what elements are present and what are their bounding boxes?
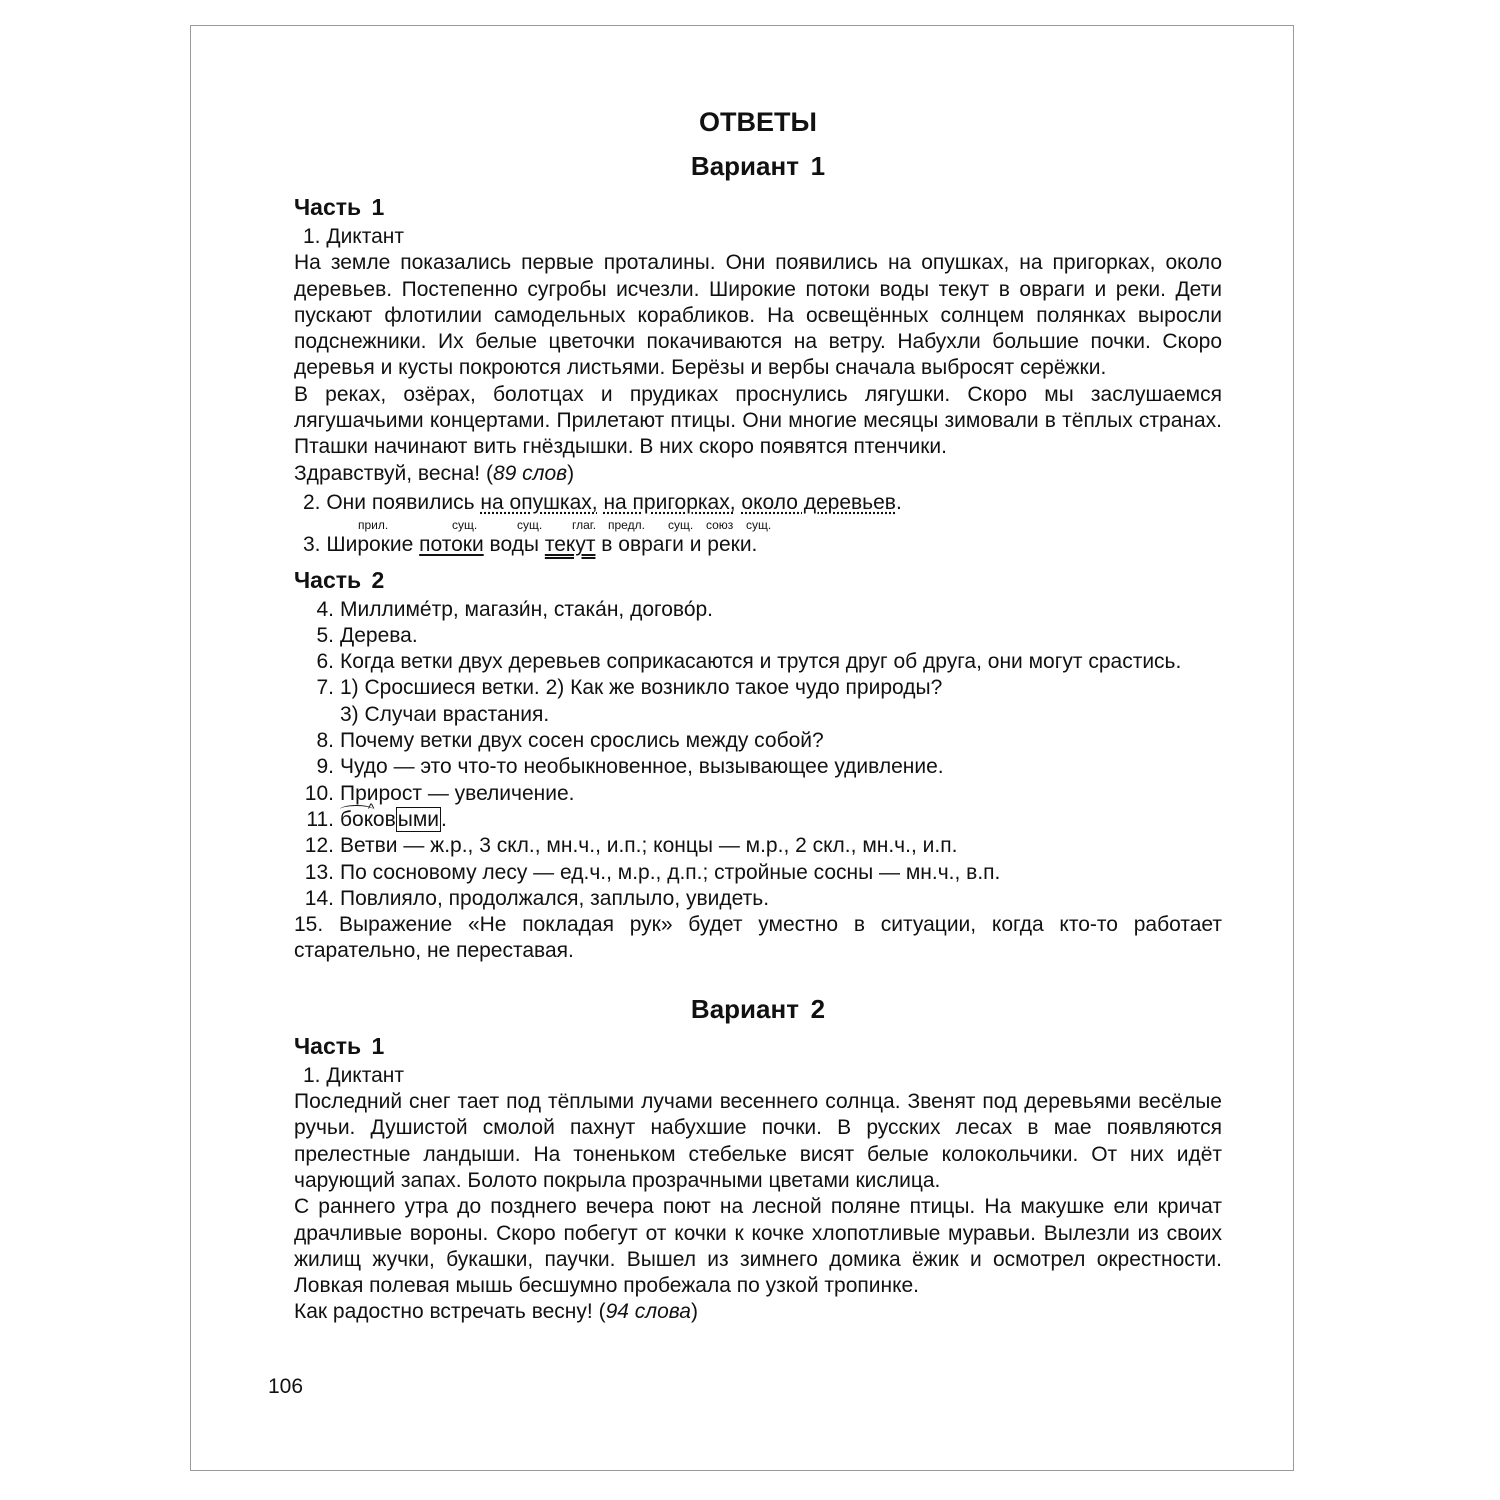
pos-tag: предл. (608, 518, 645, 533)
suffix-mark: ^ ов (373, 808, 396, 831)
task-2-lead: 2. Они появились (303, 490, 481, 514)
page-content (294, 104, 1222, 1326)
variant-label: Вариант (690, 993, 799, 1024)
dictation-heading: 1. Диктант (303, 225, 405, 248)
list-item: 5. Дерева. (316, 623, 418, 647)
task-3-end: в овраги и реки. (595, 533, 758, 557)
task-2-end: . (895, 490, 902, 514)
predicate-underline: текут (544, 533, 596, 557)
pos-tag: сущ. (517, 518, 543, 533)
task-3-lead: 3. Широкие (303, 533, 420, 557)
part-label: Часть (294, 1032, 362, 1059)
dictation-paragraph: В реках, озёрах, болотцах и прудиках проснулись лягушки. Скоро мы заслушаемся лягушачьими концертами. Прилетают птицы. Они многие месяцы зимовали в тёплых странах. Пташки начинают вить гнёздышки. В них скоро появятся птенчики. (294, 382, 1222, 459)
variant-1-heading (294, 148, 1222, 184)
page-title: ОТВЕТЫ (699, 107, 817, 137)
list-item: 9. Чудо — это что-то необыкновенное, вызывающее удивление. (316, 755, 944, 779)
variant-1-part-2-heading (294, 565, 1222, 595)
task-2-answer (294, 490, 1222, 516)
list-item: 12. Ветви — ж.р., 3 скл., мн.ч., и.п.; концы — м.р., 2 скл., мн.ч., и.п. (304, 834, 958, 858)
pos-tag: сущ. (668, 518, 694, 533)
page-number: 106 (268, 1375, 304, 1398)
list-item: 10. Прирост — увеличение. (304, 781, 575, 805)
list-item-morpheme: 11. бок^ овыми. (302, 807, 1222, 833)
part-label: Часть (294, 566, 362, 593)
word-count: 89 слов (492, 461, 568, 485)
part-number: 2 (371, 566, 385, 593)
parts-of-speech-tags (294, 518, 1222, 532)
dictation-paragraph: На земле показались первые проталины. Они появились на опушках, на пригорках, около деревьев. Постепенно сугробы исчезли. Широкие потоки воды текут в овраги и реки. Дети пускают флотилии самодельных корабликов. На освещённых солнцем полянках выросли подснежники. Их белые цветочки покачиваются на ветру. Набухли большие почки. Скоро деревья и кусты покроются листьями. Берёзы и вербы сначала выбросят серёжки. (294, 251, 1222, 380)
list-item: 6. Когда ветки двух деревьев соприкасаются и трутся друг об друга, они могут срастись. (316, 650, 1182, 674)
part-label: Часть (294, 194, 362, 220)
list-item-15: 15. Выражение «Не покладая рук» будет уместно в ситуации, когда кто-то работает старательно, не переставая. (294, 913, 1222, 963)
task-3-answer (294, 532, 1222, 558)
closing-text: Как радостно встречать весну! ( (294, 1300, 606, 1324)
list-item: 13. По сосновому лесу — ед.ч., м.р., д.п.; стройные сосны — мн.ч., в.п. (304, 860, 1001, 884)
part-number: 1 (371, 194, 385, 220)
part-2-answers (294, 597, 1222, 913)
list-item: 4. Миллиме́тр, магази́н, стака́н, догово́р. (316, 597, 714, 621)
closing-text: Здравствуй, весна! ( (294, 461, 493, 485)
book-page (190, 25, 1294, 1471)
dictation-closing (294, 1299, 1222, 1325)
dictation-paragraph: С раннего утра до позднего вечера поют на лесной поляне птицы. На макушке ели кричат драчливые вороны. Скоро побегут от кочки к кочке хлопотливые муравьи. Вылезли из своих жилищ жучки, букашки, паучки. Вышел из зимнего домика ёжик и осмотрел окрестности. Ловкая полевая мышь бесшумно пробежала по узкой тропинке. (294, 1195, 1222, 1298)
variant-2-heading (294, 991, 1222, 1027)
pos-tag: сущ. (746, 518, 772, 533)
circumstance-underline: на пригорках, (603, 490, 736, 514)
pos-tag: сущ. (452, 518, 478, 533)
variant-1-part-1-heading (294, 192, 1222, 222)
list-item: 8. Почему ветки двух сосен срослись между собой? (316, 729, 824, 753)
pos-tag: прил. (358, 518, 389, 533)
subject-underline: потоки (419, 533, 484, 557)
list-item-continuation: 3) Случаи врастания. (340, 702, 550, 726)
pos-tag: глаг. (572, 518, 597, 533)
closing-paren: ) (690, 1300, 698, 1324)
list-item: 7. 1) Сросшиеся ветки. 2) Как же возникло такое чудо природы? (316, 676, 943, 700)
pos-tag: союз (706, 518, 734, 533)
task-3-middle: воды (483, 533, 545, 557)
circumstance-underline: около деревьев (741, 490, 896, 514)
variant-number: 1 (810, 151, 826, 181)
variant-number: 2 (810, 993, 826, 1024)
variant-label: Вариант (690, 151, 799, 181)
word-count: 94 слова (605, 1300, 691, 1324)
circumstance-underline: на опушках, (480, 490, 598, 514)
list-item: 14. Повлияло, продолжался, заплыло, увидеть. (304, 886, 770, 910)
part-number: 1 (371, 1032, 385, 1059)
variant-2-part-1-heading (294, 1031, 1222, 1061)
root-arc: бок (340, 807, 373, 831)
ending-box: ыми (397, 807, 440, 831)
closing-paren: ) (567, 461, 575, 485)
dictation-paragraph: Последний снег тает под тёплыми лучами весеннего солнца. Звенят под деревьями весёлые ручьи. Душистой смолой пахнут набухшие почки. В русских лесах в мае появляются прелестные ландыши. На тоненьком стебельке висят белые колокольчики. От них идёт чарующий запах. Болото покрыла прозрачными цветами кислица. (294, 1090, 1222, 1192)
dictation-heading: 1. Диктант (303, 1063, 405, 1087)
dictation-closing (294, 461, 1222, 487)
